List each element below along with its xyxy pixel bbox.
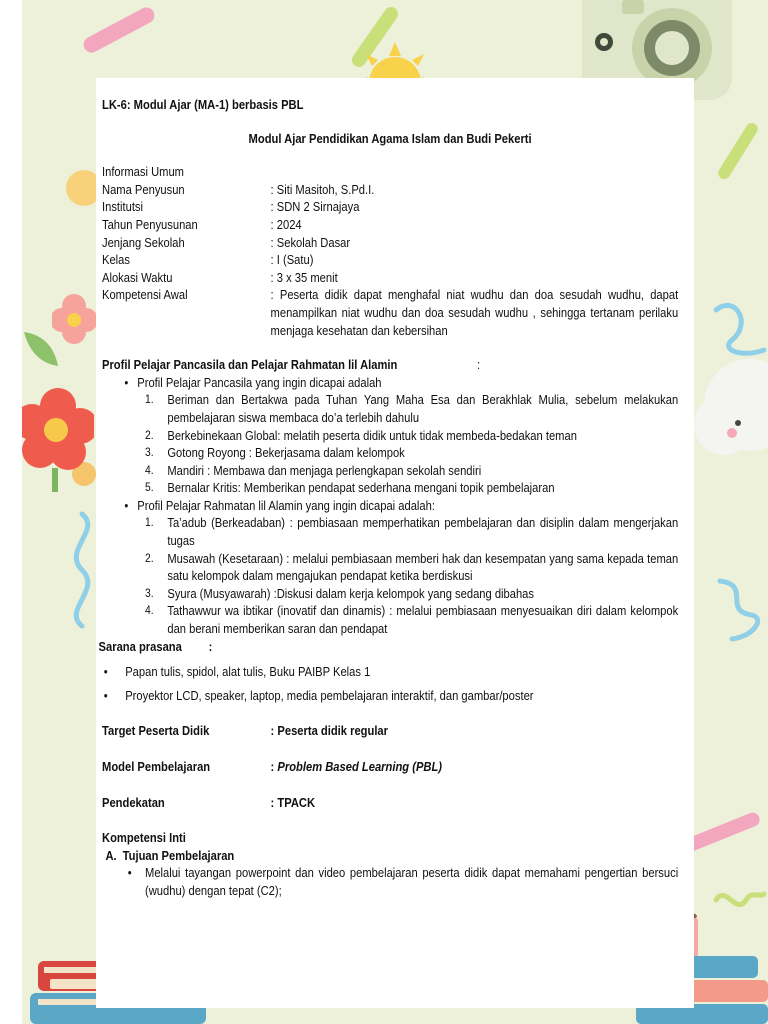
profil-pancasila-block: [102, 374, 678, 638]
bullet-dot-icon: •: [124, 374, 129, 390]
bullet-dot-icon: •: [127, 865, 132, 881]
model-value: Problem Based Learning (PBL): [277, 759, 443, 774]
info-value: : I (Satu): [270, 252, 314, 268]
pendekatan-row: Pendekatan : TPACK: [102, 794, 316, 810]
info-row: [102, 251, 678, 269]
profil-colon: :: [476, 357, 481, 373]
kompetensi-heading: Kompetensi Inti: [102, 830, 186, 846]
squiggle-decoration: [712, 880, 768, 920]
leaf-icon: [22, 322, 62, 372]
info-label: Institutsi: [102, 199, 144, 215]
bullet-dot-icon: •: [103, 687, 108, 703]
info-table: [102, 181, 678, 339]
bullet-dot-icon: •: [103, 664, 108, 680]
profil-heading: Profil Pelajar Pancasila dan Pelajar Rahmatan lil Alamin: [102, 357, 398, 373]
list-item: 2. Musawah (Kesetaraan) : melalui pembiasaan memberi hak dan kesempatan yang sama kepada teman satu kelompok dalam mengajukan pendapat ketika berdiskusi: [145, 550, 679, 584]
tujuan-heading-row: A. Tujuan Pembelajaran: [105, 847, 235, 863]
list-item: 2. Berkebinekaan Global: melatih peserta didik untuk tidak membeda-bedakan teman: [145, 427, 577, 443]
sarana-heading: Sarana prasana: [98, 638, 182, 654]
list-item: 5. Bernalar Kritis: Memberikan pendapat sederhana mengani topik pembelajaran: [145, 480, 555, 496]
sarana-heading-row: [99, 638, 679, 656]
info-label: Tahun Penyusunan: [102, 216, 198, 232]
list-item: 4. Mandiri : Membawa dan menjaga perlengkapan sekolah sendiri: [145, 462, 482, 478]
info-value: : SDN 2 Sirnajaya: [270, 199, 360, 215]
info-row: [102, 181, 678, 199]
info-row: [102, 234, 678, 252]
info-row: [102, 216, 678, 234]
list-item: 1. Beriman dan Bertakwa pada Tuhan Yang Maha Esa dan Berakhlak Mulia, sebelum melakukan pembelajaran siswa membaca do’a terlebih dahulu: [145, 392, 679, 425]
info-heading: Informasi Umum: [102, 164, 185, 180]
info-row: [102, 198, 678, 216]
tujuan-heading: Tujuan Pembelajaran: [122, 847, 235, 863]
info-value: : 2024: [270, 216, 302, 232]
profil-heading-row: [102, 356, 678, 374]
bullet-item: [124, 497, 678, 515]
bullet-item: [124, 374, 678, 392]
info-label: Kompetensi Awal: [102, 287, 188, 303]
document-content: [98, 96, 679, 900]
info-value: : 3 x 35 menit: [270, 269, 338, 285]
info-value: : Sekolah Dasar: [270, 234, 351, 250]
sarana-colon: :: [208, 638, 213, 654]
bullet-item: • Melalui tayangan powerpoint dan video pembelajaran peserta didik dapat memahami pengertian bersuci (wudhu) dengan tepat (C2);: [127, 865, 679, 898]
list-item: 4. Tathawwur wa ibtikar (inovatif dan dinamis) : melalui pembiasaan menyesuaikan diri dalam kelompok dan berani memberikan saran dan pendapat: [145, 603, 679, 637]
module-title: Modul Ajar Pendidikan Agama Islam dan Budi Pekerti: [248, 130, 532, 146]
model-row: Model Pembelajaran : Problem Based Learning (PBL): [102, 759, 443, 774]
flower-icon: [22, 382, 94, 492]
list-item: 3. Syura (Musyawarah) :Diskusi dalam kerja kelompok yang sedang dibahas: [145, 585, 535, 601]
target-row: Target Peserta Didik : Peserta didik regular: [102, 723, 389, 739]
list-item: 1. Ta’adub (Berkeadaban) : pembiasaan memperhatikan pembelajaran dan disiplin dalam mengerjakan tugas: [145, 515, 679, 549]
info-value: : Peserta didik dapat menghafal niat wudhu dan doa sesudah wudhu, dapat menampilkan niat wudhu dan doa sesudah wudhu , sehingga tertanam perilaku menjaga kesehatan dan kebersihan: [270, 287, 679, 338]
bullet-item: • Proyektor LCD, speaker, laptop, media pembelajaran interaktif, dan gambar/poster: [103, 687, 534, 703]
info-value: : Siti Masitoh, S.Pd.I.: [270, 181, 375, 197]
info-label: Nama Penyusun: [102, 181, 185, 197]
info-label: Jenjang Sekolah: [102, 234, 185, 250]
pink-stroke: [682, 811, 761, 854]
info-label: Kelas: [102, 252, 130, 268]
pink-stroke: [81, 5, 157, 56]
bullet-text: Profil Pelajar Pancasila yang ingin dicapai adalah: [137, 374, 382, 390]
green-stroke: [716, 121, 760, 182]
bullet-item: • Papan tulis, spidol, alat tulis, Buku PAIBP Kelas 1: [103, 664, 371, 680]
lk-title: LK-6: Modul Ajar (MA-1) berbasis PBL: [102, 97, 304, 112]
list-item: 3. Gotong Royong : Bekerjasama dalam kelompok: [145, 445, 405, 461]
squiggle-decoration: [712, 575, 768, 645]
bullet-text: Profil Pelajar Rahmatan lil Alamin yang ingin dicapai adalah:: [137, 497, 435, 513]
info-label: Alokasi Waktu: [102, 269, 173, 285]
cloud-icon: [694, 345, 768, 475]
info-row: [102, 269, 678, 287]
info-row: [102, 286, 678, 339]
bullet-dot-icon: •: [124, 497, 129, 513]
